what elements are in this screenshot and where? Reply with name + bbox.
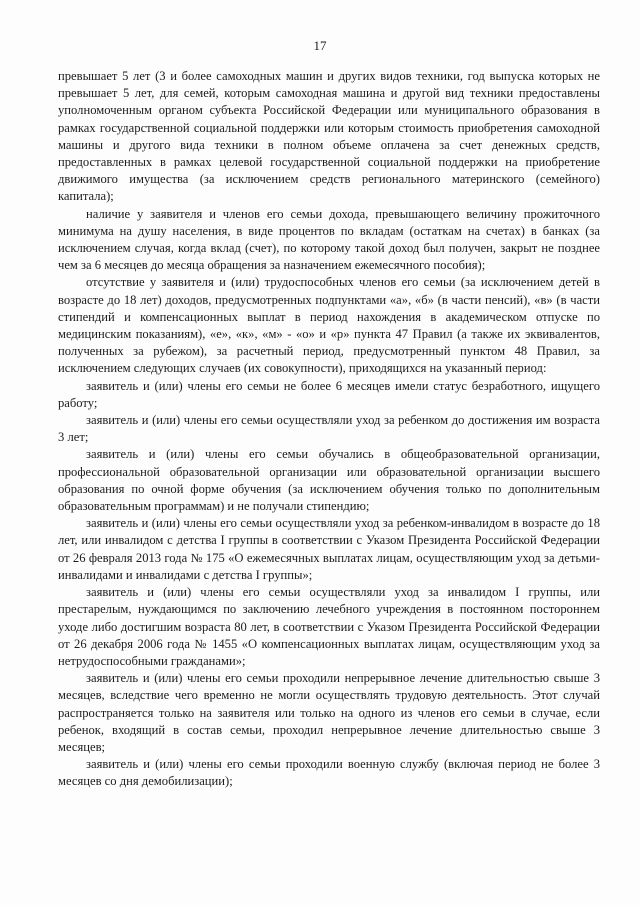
paragraph-full-time-study: заявитель и (или) члены его семьи обучались в общеобразовательной организации, профессиональной образовательной организации или образовательной организации высшего образования по очной форме обучения (за исключением обучения только по дополнительным образовательным программам) и не получали стипендию; xyxy=(58,447,600,514)
paragraph-military-service: заявитель и (или) члены его семьи проходили военную службу (включая период не более 3 месяцев со дня демобилизации); xyxy=(58,757,600,789)
page-number: 17 xyxy=(313,38,327,53)
paragraph-continuous-treatment: заявитель и (или) члены его семьи проходили непрерывное лечение длительностью свыше 3 месяцев, вследствие чего временно не могли осуществлять трудовую деятельность. Этот случай распространяется только на заявителя или только на одного из членов его семьи в случае, если ребенок, входящий в состав семьи, проходил непрерывное лечение длительностью свыше 3 месяцев; xyxy=(58,671,600,754)
paragraph-deposit-income: наличие у заявителя и членов его семьи дохода, превышающего величину прожиточного минимума на душу населения, в виде процентов по вкладам (остаткам на счетах) в банках (за исключением случая, когда вклад (счет), по которому такой доход был получен, закрыт не позднее чем за 6 месяцев до месяца обращения за назначением ежемесячного пособия); xyxy=(58,206,600,273)
paragraph-unemployed-status: заявитель и (или) члены его семьи не более 6 месяцев имели статус безработного, ищущего работу; xyxy=(58,378,600,410)
paragraph-disabled-child-care: заявитель и (или) члены его семьи осуществляли уход за ребенком-инвалидом в возрасте до 18 лет, или инвалидом с детства I группы в соответствии с Указом Президента Российской Федерации от 26 февраля 2013 года № 175 «О ежемесячных выплатах лицам, осуществляющим уход за детьми-инвалидами и инвалидами с детства I группы»; xyxy=(58,516,600,582)
paragraph-vehicles-continuation: превышает 5 лет (3 и более самоходных машин и других видов техники, год выпуска которых не превышает 5 лет, для семей, которым самоходная машина и другой вид техники предоставлены уполномоченным органом субъекта Российской Федерации или муниципального образования в рамках государственной социальной поддержки или которым стоимость приобретения самоходной машины и другого вида техники в полном объеме оплачена за счет денежных средств, предоставленных в рамках целевой государственной социальной поддержки на приобретение движимого имущества (за исключением средств регионального материнского (семейного) капитала); xyxy=(58,69,600,204)
document-body xyxy=(58,68,600,791)
paragraph-child-care: заявитель и (или) члены его семьи осуществляли уход за ребенком до достижения им возраста 3 лет; xyxy=(58,413,600,445)
paragraph-absence-of-income: отсутствие у заявителя и (или) трудоспособных членов его семьи (за исключением детей в возрасте до 18 лет) доходов, предусмотренных подпунктами «а», «б» (в части пенсий), «в» (в части стипендий и компенсационных выплат в период нахождения в академическом отпуске по медицинским показаниям), «е», «к», «м» - «о» и «р» пункта 47 Правил (а также их эквивалентов, полученных за рубежом), за расчетный период, предусмотренный пунктом 48 Правил, за исключением следующих случаев (их совокупности), приходящихся на указанный период: xyxy=(58,275,600,376)
paragraph-disabled-adult-care: заявитель и (или) члены его семьи осуществляли уход за инвалидом I группы, или престарелым, нуждающимся по заключению лечебного учреждения в постоянном постороннем уходе либо достигшим возраста 80 лет, в соответствии с Указом Президента Российской Федерации от 26 декабря 2006 года № 1455 «О компенсационных выплатах лицам, осуществляющим уход за нетрудоспособными гражданами»; xyxy=(58,585,600,668)
